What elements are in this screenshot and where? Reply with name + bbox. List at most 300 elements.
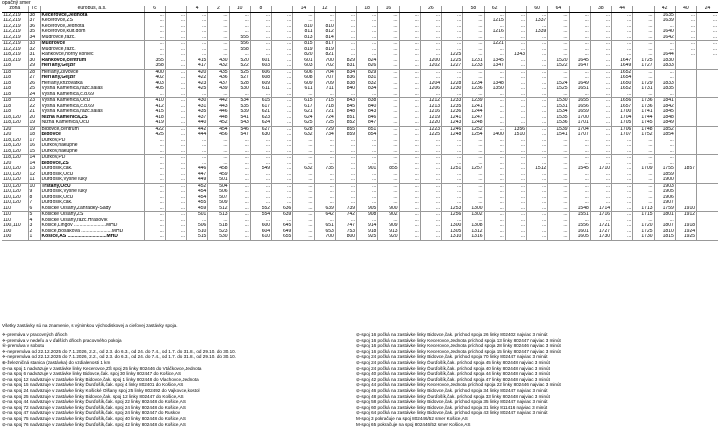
time-cell: ... — [399, 195, 420, 201]
time-cell: 1220 — [420, 120, 441, 126]
time-cell: ... — [484, 223, 505, 229]
time-cell: ... — [378, 47, 399, 53]
time-cell: ... — [250, 24, 271, 30]
zone-cell: 120 — [2, 132, 28, 138]
time-cell: ... — [165, 166, 186, 172]
time-cell: ... — [250, 52, 271, 58]
time-cell: 625 — [293, 120, 314, 126]
time-cell: 601 — [293, 58, 314, 64]
time-cell: ... — [484, 104, 505, 110]
time-cell: 836 — [335, 75, 356, 81]
time-cell: ... — [357, 41, 378, 47]
time-cell: ... — [548, 143, 569, 149]
time-cell: ... — [293, 92, 314, 98]
time-cell: ... — [590, 138, 611, 144]
time-cell: ... — [187, 161, 208, 167]
time-cell: ... — [144, 161, 165, 167]
time-cell: ... — [505, 115, 526, 121]
time-cell: ... — [548, 223, 569, 229]
time-cell: ... — [675, 29, 696, 35]
time-cell: 415 — [187, 58, 208, 64]
notes-intro: Všetky zastávky sú na znamenie, s výnimkou východiskovej a cieľovej zastávky spoja. — [2, 323, 177, 329]
time-cell: ... — [165, 18, 186, 24]
zone-cell: 118,219 — [2, 52, 28, 58]
time-cell: ... — [463, 138, 484, 144]
time-cell: ... — [293, 161, 314, 167]
time-cell: ... — [420, 229, 441, 235]
time-cell: ... — [505, 189, 526, 195]
tc-cell: 37 — [28, 18, 40, 24]
time-cell: 1227 — [442, 63, 463, 69]
time-cell: ... — [165, 223, 186, 229]
time-cell: 854 — [357, 132, 378, 138]
time-cell: ... — [208, 29, 229, 35]
time-cell: ... — [442, 189, 463, 195]
time-cell: 1253 — [442, 206, 463, 212]
time-cell: ... — [420, 47, 441, 53]
time-cell: ... — [357, 29, 378, 35]
stop-name: Ďurďošík,Vyšné lúky — [40, 189, 144, 195]
time-cell: 1234 — [463, 81, 484, 87]
time-cell: ... — [272, 218, 293, 224]
time-cell: ... — [505, 234, 526, 240]
time-cell: ... — [484, 166, 505, 172]
time-cell: ... — [272, 104, 293, 110]
time-cell: ... — [250, 41, 271, 47]
trip-number-header: 6 — [144, 6, 165, 12]
time-cell: ... — [420, 177, 441, 183]
time-cell: ... — [633, 92, 654, 98]
tc-cell: 30 — [28, 58, 40, 64]
time-cell: 851 — [357, 126, 378, 132]
stop-name: Herľany,križovatka — [40, 81, 144, 87]
tc-cell: 10 — [28, 183, 40, 189]
time-cell: ... — [654, 218, 675, 224]
stop-name: Vyšná Kamenica,rázc.salaš — [40, 86, 144, 92]
time-cell: ... — [272, 132, 293, 138]
zone-cell: 118,120 — [2, 115, 28, 121]
stop-name: Ďurďošík,čak. — [40, 200, 144, 206]
time-cell: 400 — [144, 69, 165, 75]
time-cell: ... — [357, 149, 378, 155]
stop-name: Mudrovce,rázc. — [40, 35, 144, 41]
time-cell: ... — [144, 200, 165, 206]
time-cell: ... — [548, 229, 569, 235]
time-cell: ... — [505, 143, 526, 149]
time-cell: ... — [399, 143, 420, 149]
time-cell: ... — [165, 52, 186, 58]
time-cell: 847 — [357, 120, 378, 126]
stop-name: Ďurkov,PD — [40, 155, 144, 161]
time-cell: 834 — [335, 69, 356, 75]
time-cell: 1657 — [612, 104, 633, 110]
time-cell: ... — [144, 206, 165, 212]
stop-name: Ďurďošík,OcÚ — [40, 172, 144, 178]
tc-cell: 3 — [28, 223, 40, 229]
time-cell: ... — [442, 161, 463, 167]
time-cell: 621 — [250, 109, 271, 115]
time-cell: ... — [420, 12, 441, 18]
time-cell: ... — [314, 200, 335, 206]
time-cell: ... — [165, 104, 186, 110]
time-cell: ... — [250, 18, 271, 24]
time-cell: ... — [590, 195, 611, 201]
time-cell: ... — [335, 183, 356, 189]
time-cell: 834 — [357, 86, 378, 92]
time-cell: 819 — [293, 47, 314, 53]
time-cell: 901 — [357, 166, 378, 172]
time-cell: ... — [505, 161, 526, 167]
time-cell: ... — [590, 177, 611, 183]
time-cell: ... — [505, 218, 526, 224]
time-cell: ... — [527, 12, 548, 18]
trip-number-header: 44 — [612, 6, 633, 12]
time-cell: 501 — [187, 212, 208, 218]
time-cell: 702 — [314, 63, 335, 69]
time-cell: ... — [144, 234, 165, 240]
time-cell: 442 — [208, 98, 229, 104]
time-cell: ... — [357, 189, 378, 195]
time-cell: 1906 — [654, 195, 675, 201]
time-cell: ... — [463, 24, 484, 30]
time-cell: ... — [569, 18, 590, 24]
tc-cell: 21 — [28, 109, 40, 115]
time-cell: 831 — [335, 63, 356, 69]
time-cell: 715 — [314, 98, 335, 104]
time-cell: ... — [399, 12, 420, 18]
time-cell: 704 — [314, 69, 335, 75]
time-cell: 1525 — [548, 86, 569, 92]
time-cell: 800 — [335, 234, 356, 240]
time-cell: 1700 — [569, 115, 590, 121]
time-cell: ... — [272, 98, 293, 104]
time-cell: ... — [569, 218, 590, 224]
time-cell: ... — [229, 195, 250, 201]
time-cell: ... — [484, 69, 505, 75]
time-cell: ... — [357, 200, 378, 206]
time-cell: ... — [229, 92, 250, 98]
time-cell: ... — [442, 24, 463, 30]
tc-cell: 19 — [28, 120, 40, 126]
time-cell: ... — [442, 47, 463, 53]
time-cell: ... — [187, 143, 208, 149]
time-cell: ... — [335, 195, 356, 201]
time-cell: ... — [357, 195, 378, 201]
time-cell: 1231 — [463, 58, 484, 64]
time-cell: 913 — [378, 229, 399, 235]
time-cell: ... — [505, 98, 526, 104]
time-cell: 1522 — [548, 63, 569, 69]
time-cell: ... — [527, 195, 548, 201]
time-cell: ... — [442, 75, 463, 81]
time-cell: 1239 — [463, 98, 484, 104]
time-cell: 624 — [293, 115, 314, 121]
time-cell: ... — [569, 35, 590, 41]
time-cell: ... — [208, 138, 229, 144]
time-cell: ... — [633, 52, 654, 58]
note-line: ⊘-spoj 42 počká na zastávke linky Ďurďošík,čak. príchod spoja 47 linky 802448 najviac 3 minút — [356, 377, 561, 383]
time-cell: ... — [165, 81, 186, 87]
time-cell: ... — [208, 155, 229, 161]
time-cell: 630 — [250, 132, 271, 138]
time-cell: ... — [612, 229, 633, 235]
stop-name: Nižná Kamenica,ZŠ — [40, 115, 144, 121]
time-cell: ... — [420, 69, 441, 75]
time-cell: ... — [399, 161, 420, 167]
time-cell: ... — [229, 161, 250, 167]
time-cell: ... — [697, 52, 718, 58]
time-cell: 1524 — [548, 81, 569, 87]
time-cell: ... — [633, 200, 654, 206]
time-cell: ... — [633, 29, 654, 35]
time-cell: ... — [484, 195, 505, 201]
time-cell: 535 — [229, 104, 250, 110]
time-cell: ... — [229, 155, 250, 161]
stop-name: Rankovce,centrum — [40, 58, 144, 64]
time-cell: ... — [399, 109, 420, 115]
time-cell: 1701 — [569, 120, 590, 126]
time-cell: 1736 — [633, 104, 654, 110]
operator-header: eurobus, a.s. — [40, 6, 144, 12]
time-cell: ... — [399, 24, 420, 30]
time-cell: ... — [250, 143, 271, 149]
time-cell: ... — [399, 218, 420, 224]
time-cell: 454 — [187, 195, 208, 201]
time-cell: 1235 — [442, 104, 463, 110]
time-cell: ... — [357, 177, 378, 183]
time-cell: ... — [250, 138, 271, 144]
trip-number-header: 38 — [590, 6, 611, 12]
time-cell: ... — [187, 35, 208, 41]
time-cell: ... — [378, 177, 399, 183]
time-cell: ... — [378, 143, 399, 149]
time-cell: ... — [505, 35, 526, 41]
time-cell: 1713 — [633, 206, 654, 212]
time-cell: ... — [399, 104, 420, 110]
time-cell: ... — [272, 166, 293, 172]
time-cell: 459 — [187, 206, 208, 212]
time-cell: ... — [165, 177, 186, 183]
trip-number-header: 62 — [484, 6, 505, 12]
time-cell: ... — [165, 47, 186, 53]
time-cell: ... — [612, 183, 633, 189]
stop-name: Vyšná Kamenica,č.d.69 — [40, 92, 144, 98]
time-cell: ... — [399, 86, 420, 92]
time-cell: 1759 — [654, 206, 675, 212]
time-cell: 1727 — [590, 229, 611, 235]
time-cell: ... — [165, 86, 186, 92]
time-cell: ... — [548, 24, 569, 30]
time-cell: ... — [675, 12, 696, 18]
time-cell: 709 — [314, 81, 335, 87]
time-cell: ... — [272, 58, 293, 64]
tc-cell: 11 — [28, 177, 40, 183]
time-cell: 831 — [357, 75, 378, 81]
tc-cell: 25 — [28, 86, 40, 92]
time-cell: ... — [463, 29, 484, 35]
time-cell: ... — [399, 126, 420, 132]
time-cell: ... — [293, 223, 314, 229]
time-cell: 437 — [187, 115, 208, 121]
zone-cell: 110,120 — [2, 183, 28, 189]
time-cell: ... — [505, 18, 526, 24]
time-cell: ... — [357, 143, 378, 149]
time-cell: ... — [633, 195, 654, 201]
time-cell: ... — [484, 172, 505, 178]
time-cell: 838 — [335, 81, 356, 87]
time-cell: ... — [590, 200, 611, 206]
time-cell: ... — [548, 155, 569, 161]
time-cell: ... — [590, 115, 611, 121]
note-line: ✈-premáva v nedeľu a v ďalších dňoch pracovného pokoja — [2, 338, 236, 344]
time-cell: ... — [527, 104, 548, 110]
time-cell: 632 — [293, 132, 314, 138]
time-cell: 721 — [314, 109, 335, 115]
time-cell: ... — [463, 149, 484, 155]
time-cell: 446 — [208, 109, 229, 115]
time-cell: 1644 — [654, 52, 675, 58]
time-cell: ... — [314, 195, 335, 201]
time-cell: ... — [165, 98, 186, 104]
time-cell: ... — [675, 35, 696, 41]
time-cell: 1248 — [442, 132, 463, 138]
stop-name: Vyšná Kamenica,OcÚ — [40, 98, 144, 104]
time-cell: ... — [399, 29, 420, 35]
time-cell: 1729 — [633, 81, 654, 87]
time-cell: ... — [165, 41, 186, 47]
time-cell: ... — [378, 58, 399, 64]
time-cell: ... — [250, 161, 271, 167]
time-cell: 1233 — [442, 98, 463, 104]
time-cell: 817 — [314, 41, 335, 47]
time-cell: ... — [548, 234, 569, 240]
time-cell: 604 — [250, 229, 271, 235]
time-cell: 1656 — [569, 104, 590, 110]
tc-cell: 13 — [28, 166, 40, 172]
time-cell: ... — [293, 155, 314, 161]
time-cell: ... — [187, 52, 208, 58]
time-cell: 1639 — [654, 18, 675, 24]
zone-cell: 118 — [2, 81, 28, 87]
time-cell: ... — [293, 189, 314, 195]
time-cell: ... — [399, 200, 420, 206]
time-cell: 632 — [293, 166, 314, 172]
time-cell: ... — [335, 52, 356, 58]
time-cell: 609 — [250, 81, 271, 87]
time-cell: 707 — [314, 75, 335, 81]
time-cell: ... — [378, 172, 399, 178]
stop-name: Kecerovce,Jednota — [40, 24, 144, 30]
stop-name: Košické Olšany,rázc.Hrašovík — [40, 218, 144, 224]
time-cell: ... — [590, 120, 611, 126]
time-cell: ... — [420, 200, 441, 206]
time-cell: ... — [229, 177, 250, 183]
time-cell: ... — [165, 195, 186, 201]
time-cell: ... — [612, 172, 633, 178]
time-cell: ... — [272, 29, 293, 35]
time-cell: 454 — [208, 126, 229, 132]
time-cell: 1651 — [569, 86, 590, 92]
time-cell: ... — [314, 161, 335, 167]
time-cell: ... — [293, 195, 314, 201]
time-cell: ... — [442, 149, 463, 155]
time-cell: ... — [484, 120, 505, 126]
time-cell: 1705 — [612, 120, 633, 126]
time-cell: 1605 — [569, 234, 590, 240]
time-cell: 1300 — [463, 206, 484, 212]
time-cell: 534 — [229, 98, 250, 104]
time-cell: 459 — [208, 172, 229, 178]
time-cell: ... — [293, 149, 314, 155]
time-cell: ... — [165, 212, 186, 218]
time-cell: 846 — [357, 115, 378, 121]
time-cell: 1833 — [654, 81, 675, 87]
time-cell: ... — [590, 189, 611, 195]
time-cell: ... — [144, 24, 165, 30]
time-cell: 1545 — [569, 166, 590, 172]
time-cell: 1339 — [527, 29, 548, 35]
time-cell: ... — [505, 29, 526, 35]
time-cell: ... — [420, 149, 441, 155]
time-cell: ... — [484, 206, 505, 212]
time-cell: ... — [590, 24, 611, 30]
time-cell: ... — [187, 92, 208, 98]
time-cell: ... — [463, 143, 484, 149]
time-cell: 735 — [314, 166, 335, 172]
time-cell: ... — [272, 120, 293, 126]
time-cell: 1219 — [420, 115, 441, 121]
time-cell: ... — [612, 138, 633, 144]
time-cell: ... — [505, 120, 526, 126]
zone-cell: 118 — [2, 63, 28, 69]
note-line: ⊕-železničná stanica (zastávka) do vzdialenosti 1 km — [2, 360, 236, 366]
time-cell: ... — [590, 172, 611, 178]
time-cell: ... — [633, 138, 654, 144]
time-cell: ... — [590, 75, 611, 81]
note-line: ⊘-spoj 58 počká na zastávke linky Bidovce,čak. príchod spoja 35 linky 802447 najviac 3 minút — [356, 399, 561, 405]
time-cell: 435 — [208, 69, 229, 75]
time-cell: ... — [697, 41, 718, 47]
time-cell: ... — [569, 200, 590, 206]
zone-cell: 100,110 — [2, 223, 28, 229]
time-cell: ... — [378, 63, 399, 69]
time-cell: ... — [527, 75, 548, 81]
time-cell: ... — [590, 98, 611, 104]
time-cell: ... — [378, 52, 399, 58]
time-cell: ... — [527, 47, 548, 53]
time-cell: ... — [165, 200, 186, 206]
time-cell: ... — [633, 149, 654, 155]
time-cell: ... — [272, 183, 293, 189]
time-cell: ... — [229, 189, 250, 195]
time-cell: ... — [548, 183, 569, 189]
time-cell: 541 — [229, 115, 250, 121]
stop-name: Bidovce,ZŠ — [40, 161, 144, 167]
time-cell: ... — [272, 63, 293, 69]
note-line: ⊘-na spoj 44 nadväzuje v zastávke linky Ďurďošík,čak. spoj 22 linky 802448 do Košice,AS — [2, 399, 236, 405]
tc-cell: 29 — [28, 63, 40, 69]
time-cell: ... — [527, 63, 548, 69]
time-cell: ... — [335, 189, 356, 195]
time-cell: 848 — [335, 109, 356, 115]
time-cell: 1246 — [442, 126, 463, 132]
time-cell: ... — [527, 172, 548, 178]
time-cell: ... — [527, 35, 548, 41]
time-cell: ... — [187, 24, 208, 30]
time-cell: 444 — [187, 132, 208, 138]
time-cell: ... — [357, 218, 378, 224]
time-cell: ... — [548, 75, 569, 81]
